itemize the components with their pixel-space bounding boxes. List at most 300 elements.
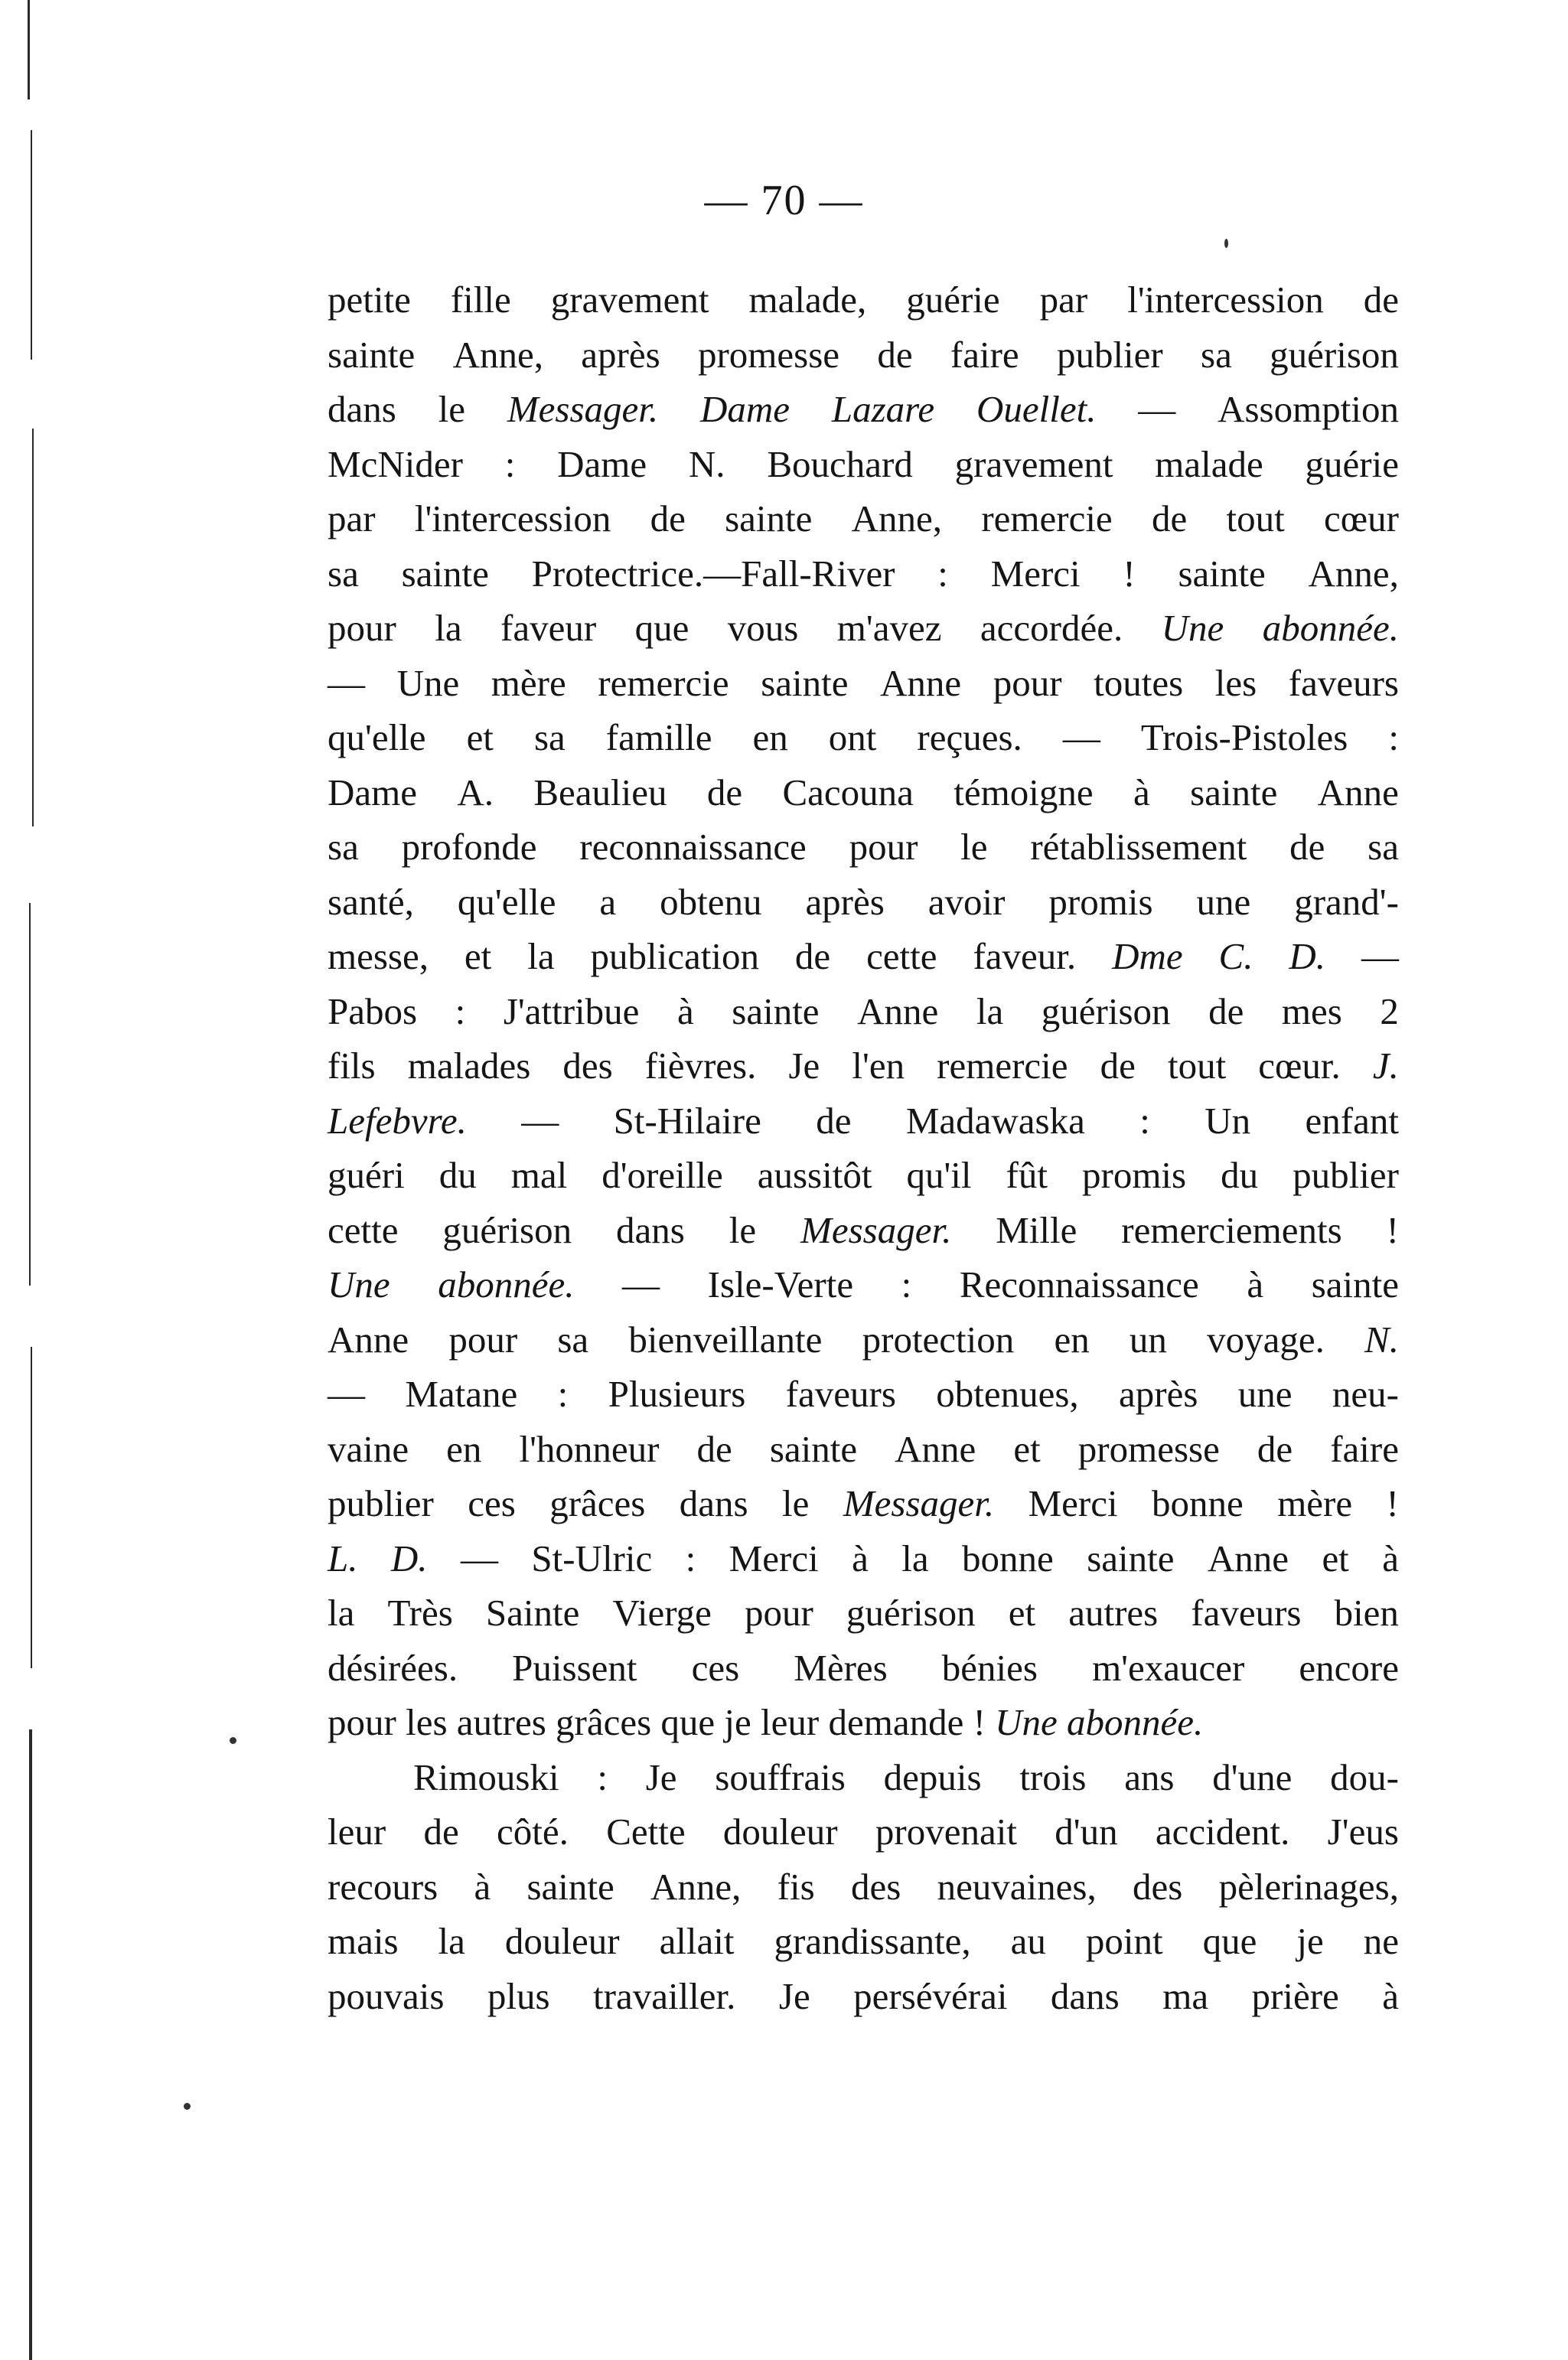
word: — [1138, 388, 1176, 430]
word: leur [328, 1811, 386, 1853]
word: N. [688, 442, 725, 485]
word: : [597, 1755, 608, 1798]
word: sainte [1087, 1537, 1175, 1579]
word: leur [761, 1701, 820, 1743]
word: qu'elle [457, 880, 556, 923]
word: ! [1386, 1208, 1399, 1251]
word: Messager. [843, 1482, 995, 1524]
word: qu'il [906, 1154, 972, 1196]
word: ont [828, 716, 877, 758]
word: je [724, 1701, 751, 1743]
word: pour [993, 661, 1062, 704]
word: à [852, 1537, 869, 1579]
word: prière [1251, 1974, 1339, 2017]
word: d'un [1055, 1811, 1118, 1853]
text-line [328, 820, 1399, 875]
text-line [328, 1750, 1399, 1805]
word: et [1322, 1537, 1349, 1579]
word: Anne [1207, 1537, 1289, 1579]
word: Anne [857, 989, 939, 1032]
text-line [328, 382, 1399, 437]
word: D. [1289, 935, 1326, 977]
word: fièvres. [644, 1045, 757, 1087]
word: que [1202, 1920, 1257, 1962]
word: tout [1226, 497, 1285, 539]
text-line [328, 546, 1399, 601]
word: grâces [549, 1482, 646, 1524]
word: faire [1330, 1427, 1399, 1470]
word: Mères [794, 1646, 888, 1689]
word: : [1139, 1099, 1150, 1142]
scan-edge-mark [32, 429, 34, 826]
word: de [1289, 826, 1325, 868]
word: Puissent [512, 1646, 637, 1689]
word: promesse [697, 333, 840, 376]
word: gravement [550, 279, 709, 321]
scan-speck [1224, 239, 1228, 248]
word: sainte [761, 661, 849, 704]
word: de [1151, 497, 1188, 539]
word: de [1100, 1045, 1136, 1087]
word: Pabos [328, 989, 418, 1032]
word: l'honneur [519, 1427, 660, 1470]
word: gravement [954, 442, 1113, 485]
word: Je [788, 1045, 820, 1087]
word: guérison [1041, 989, 1171, 1032]
word: un [1129, 1318, 1167, 1361]
word: le [438, 388, 466, 430]
word: : [937, 552, 948, 595]
word: pour [328, 607, 396, 649]
page-number: — 70 — [704, 177, 864, 224]
word: sa [557, 1318, 589, 1361]
word: pouvais [328, 1974, 445, 2017]
text-line [328, 1695, 1399, 1750]
word: dans [616, 1208, 685, 1251]
word: Merci [990, 552, 1081, 595]
word: Une [1161, 607, 1224, 649]
word: remercie [981, 497, 1113, 539]
word: guérison [442, 1208, 572, 1251]
word: malade, [748, 279, 867, 321]
word: le [960, 826, 988, 868]
word: accordée. [980, 607, 1123, 649]
word: bienveillante [628, 1318, 823, 1361]
word: Anne, [650, 1865, 742, 1908]
word: Cacouna [782, 771, 914, 813]
word: guérie [906, 279, 1000, 321]
word: publier [1056, 333, 1163, 376]
word: protection [862, 1318, 1015, 1361]
text-line [328, 437, 1399, 492]
word: C. [1218, 935, 1253, 977]
word: en [1054, 1318, 1090, 1361]
word: voyage. [1207, 1318, 1325, 1361]
word: aussitôt [757, 1154, 872, 1196]
word: : [901, 1263, 912, 1305]
word: mère [491, 661, 566, 704]
word: sainte [769, 1427, 858, 1470]
word: Une [995, 1701, 1058, 1743]
word: Beaulieu [533, 771, 667, 813]
word: abonnée. [438, 1263, 575, 1305]
word: de [650, 497, 686, 539]
word: Dame [699, 388, 791, 430]
word: Isle-Verte [707, 1263, 854, 1305]
word: l'intercession [1127, 279, 1324, 321]
word: de [1257, 1427, 1293, 1470]
word: McNider [328, 442, 463, 485]
text-line [328, 1804, 1399, 1860]
word: témoigne [954, 771, 1094, 813]
word: m'avez [836, 607, 942, 649]
word: des [562, 1045, 613, 1087]
word: les [1214, 661, 1257, 704]
word: vous [727, 607, 799, 649]
scan-edge-mark [29, 1729, 32, 2360]
word: Anne, [851, 497, 943, 539]
word: reçues. [917, 716, 1022, 758]
word: de [877, 333, 913, 376]
text-line [328, 601, 1399, 656]
word: Un [1205, 1099, 1251, 1142]
word: Une [328, 1263, 390, 1305]
word: la [435, 607, 462, 649]
word: sainte [328, 333, 416, 376]
word: St-Hilaire [613, 1099, 761, 1142]
word: sa [1201, 333, 1232, 376]
word: guérie [1305, 442, 1399, 485]
scan-speck [230, 1737, 236, 1744]
word: promis [1082, 1154, 1187, 1196]
word: du [1221, 1154, 1259, 1196]
word: L. [328, 1537, 358, 1579]
word: autres [456, 1701, 546, 1743]
word: pèlerinages, [1218, 1865, 1399, 1908]
word: désirées. [328, 1646, 458, 1689]
word: après [1119, 1373, 1198, 1415]
word: des [1133, 1865, 1183, 1908]
word: Protectrice.—Fall-River [531, 552, 895, 595]
word: à [474, 1865, 491, 1908]
word: les [406, 1701, 448, 1743]
word: tout [1167, 1045, 1227, 1087]
word: fille [450, 279, 511, 321]
word: 2 [1380, 989, 1399, 1032]
word: d'une [1212, 1755, 1293, 1798]
word: sainte [725, 497, 813, 539]
word: douleur [504, 1920, 620, 1962]
word: bonne [1152, 1482, 1244, 1524]
word: sainte [1178, 552, 1266, 595]
word: — [328, 661, 365, 704]
word: : [1388, 716, 1399, 758]
text-line [328, 1860, 1399, 1915]
word: faveur [500, 607, 597, 649]
word: profonde [401, 826, 537, 868]
word: remercie [598, 661, 729, 704]
word: J'eus [1327, 1811, 1399, 1853]
word: Assomption [1218, 388, 1399, 430]
word: abonnée. [1067, 1701, 1204, 1743]
word: Cette [606, 1811, 686, 1853]
word: à [676, 989, 694, 1032]
word: faveurs [1191, 1592, 1302, 1634]
word: sa [1368, 826, 1399, 868]
word: fût [1006, 1154, 1048, 1196]
word: ces [468, 1482, 516, 1524]
text-line [328, 875, 1399, 930]
word: Madawaska [905, 1099, 1085, 1142]
word: fils [328, 1045, 376, 1087]
word: par [1039, 279, 1088, 321]
text-line [328, 1969, 1399, 2024]
word: Merci [1028, 1482, 1118, 1524]
word: reconnaissance [579, 826, 807, 868]
word: A. [457, 771, 494, 813]
word: : [685, 1537, 696, 1579]
word: Messager. [507, 388, 659, 430]
word: cœur [1323, 497, 1399, 539]
text-line [328, 1312, 1399, 1367]
word: une [1196, 880, 1251, 923]
word: Trois-Pistoles [1140, 716, 1348, 758]
word: publier [328, 1482, 434, 1524]
word: faveurs [785, 1373, 896, 1415]
word: abonnée. [1262, 607, 1399, 649]
scan-edge-mark [31, 130, 32, 360]
word: cette [328, 1208, 399, 1251]
word: en [446, 1427, 482, 1470]
word: mal [510, 1154, 568, 1196]
word: grand'- [1294, 880, 1399, 923]
word: la [328, 1592, 355, 1634]
word: Messager. [800, 1208, 952, 1251]
word: ! [973, 1701, 986, 1743]
word: D. [390, 1537, 428, 1579]
word: Dme [1112, 935, 1183, 977]
word: et [466, 716, 494, 758]
text-line [328, 765, 1399, 820]
word: la [527, 935, 555, 977]
word: mais [328, 1920, 399, 1962]
word: Une [396, 661, 460, 704]
word: depuis [883, 1755, 982, 1798]
text-line [328, 710, 1399, 765]
word: le [782, 1482, 810, 1524]
word: point [1085, 1920, 1163, 1962]
word: dans [1050, 1974, 1120, 2017]
word: de [816, 1099, 852, 1142]
word: en [752, 716, 788, 758]
word: guéri [328, 1154, 405, 1196]
scan-edge-mark [31, 1347, 32, 1668]
word: Anne [1317, 771, 1399, 813]
word: Lazare [831, 388, 935, 430]
word: demande [828, 1701, 964, 1743]
word: qu'elle [328, 716, 426, 758]
word: que [634, 607, 689, 649]
word: sainte [1311, 1263, 1399, 1305]
word: rétablissement [1030, 826, 1247, 868]
text-line [328, 1094, 1399, 1149]
word: de [696, 1427, 732, 1470]
word: de [1208, 989, 1244, 1032]
word: St-Ulric [531, 1537, 653, 1579]
word: sainte [1190, 771, 1278, 813]
word: faveur. [973, 935, 1077, 977]
word: sainte [732, 989, 820, 1032]
word: bénies [941, 1646, 1038, 1689]
word: pour [328, 1701, 396, 1743]
word: mes [1281, 989, 1342, 1032]
word: sa [328, 552, 359, 595]
text-line [328, 1531, 1399, 1586]
word: sa [533, 716, 566, 758]
word: publier [1293, 1154, 1399, 1196]
word: Matane [405, 1373, 518, 1415]
text-line [328, 1641, 1399, 1696]
word: après [805, 880, 885, 923]
word: N. [1364, 1318, 1399, 1361]
word: après [581, 333, 660, 376]
word: l'en [852, 1045, 905, 1087]
word: Mille [996, 1208, 1077, 1251]
word: J. [1372, 1045, 1399, 1087]
word: remerciements [1121, 1208, 1342, 1251]
text-line [328, 328, 1399, 383]
word: que [660, 1701, 716, 1743]
word: au [1010, 1920, 1046, 1962]
word: allait [659, 1920, 735, 1962]
word: — [1361, 935, 1399, 977]
word: promesse [1077, 1427, 1220, 1470]
word: souffrais [715, 1755, 846, 1798]
text-line [328, 1476, 1399, 1531]
word: santé, [328, 880, 414, 923]
word: obtenu [660, 880, 762, 923]
scan-edge-mark [29, 903, 31, 1286]
word: dans [679, 1482, 748, 1524]
scan-edge-mark [28, 0, 30, 99]
word: le [729, 1208, 757, 1251]
text-line [328, 929, 1399, 984]
word: recours [328, 1865, 438, 1908]
word: à [1382, 1537, 1399, 1579]
word: fis [777, 1865, 815, 1908]
text-line [328, 1203, 1399, 1258]
word: — [1062, 716, 1100, 758]
word: dans [328, 388, 396, 430]
word: sainte [526, 1865, 614, 1908]
word: — [460, 1537, 498, 1579]
word: Vierge [612, 1592, 712, 1634]
word: mère [1277, 1482, 1353, 1524]
word: m'exaucer [1092, 1646, 1245, 1689]
word: persévérai [853, 1974, 1008, 2017]
word: à [1382, 1974, 1399, 2017]
word: sa [328, 826, 359, 868]
word: par [328, 497, 376, 539]
word: malade [1155, 442, 1263, 485]
text-line [328, 272, 1399, 328]
word: bien [1334, 1592, 1399, 1634]
word: vaine [328, 1427, 409, 1470]
word: Anne [880, 661, 962, 704]
word: accident. [1155, 1811, 1290, 1853]
word: Bouchard [767, 442, 913, 485]
word: la [438, 1920, 465, 1962]
word: avoir [927, 880, 1006, 923]
word: Reconnaissance [959, 1263, 1199, 1305]
word: ne [1363, 1920, 1399, 1962]
word: pour [448, 1318, 518, 1361]
word: côté. [497, 1811, 569, 1853]
word: — [622, 1263, 660, 1305]
word: de [1363, 279, 1399, 321]
word: de [706, 771, 743, 813]
text-line [328, 1257, 1399, 1312]
word: pour [745, 1592, 813, 1634]
word: Ouellet. [976, 388, 1097, 430]
word: : [557, 1373, 569, 1415]
word: ! [1123, 552, 1136, 595]
word: Dame [557, 442, 647, 485]
word: Lefebvre. [328, 1099, 467, 1142]
word: provenait [875, 1811, 1017, 1853]
text-line [328, 656, 1399, 711]
text-line [328, 984, 1399, 1039]
text-line [328, 1148, 1399, 1203]
word: je [1296, 1920, 1324, 1962]
word: grandissante, [774, 1920, 971, 1962]
word: à [1133, 771, 1150, 813]
word: Rimouski [413, 1755, 559, 1798]
text-line [328, 1422, 1399, 1477]
word: Anne [895, 1427, 976, 1470]
word: petite [328, 279, 411, 321]
word: Très [387, 1592, 453, 1634]
word: guérison [1270, 333, 1399, 376]
word: la [976, 989, 1004, 1032]
word: guérison [846, 1592, 976, 1634]
word: remercie [937, 1045, 1068, 1087]
word: trois [1019, 1755, 1087, 1798]
text-line [328, 491, 1399, 546]
body-text [328, 272, 1399, 2023]
word: et [464, 935, 492, 977]
word: douleur [722, 1811, 838, 1853]
word: de [794, 935, 831, 977]
word: encore [1299, 1646, 1399, 1689]
word: neuvaines, [937, 1865, 1097, 1908]
word: Plusieurs [608, 1373, 746, 1415]
word: des [850, 1865, 901, 1908]
word: du [438, 1154, 477, 1196]
text-line [328, 1914, 1399, 1969]
word: ans [1124, 1755, 1175, 1798]
word: famille [605, 716, 712, 758]
word: cette [866, 935, 937, 977]
word: malades [407, 1045, 531, 1087]
word: Je [645, 1755, 677, 1798]
word: une [1237, 1373, 1293, 1415]
word: dou- [1330, 1755, 1399, 1798]
word: travailler. [593, 1974, 736, 2017]
word: Sainte [485, 1592, 580, 1634]
word: neu- [1332, 1373, 1399, 1415]
word: toutes [1094, 661, 1184, 704]
